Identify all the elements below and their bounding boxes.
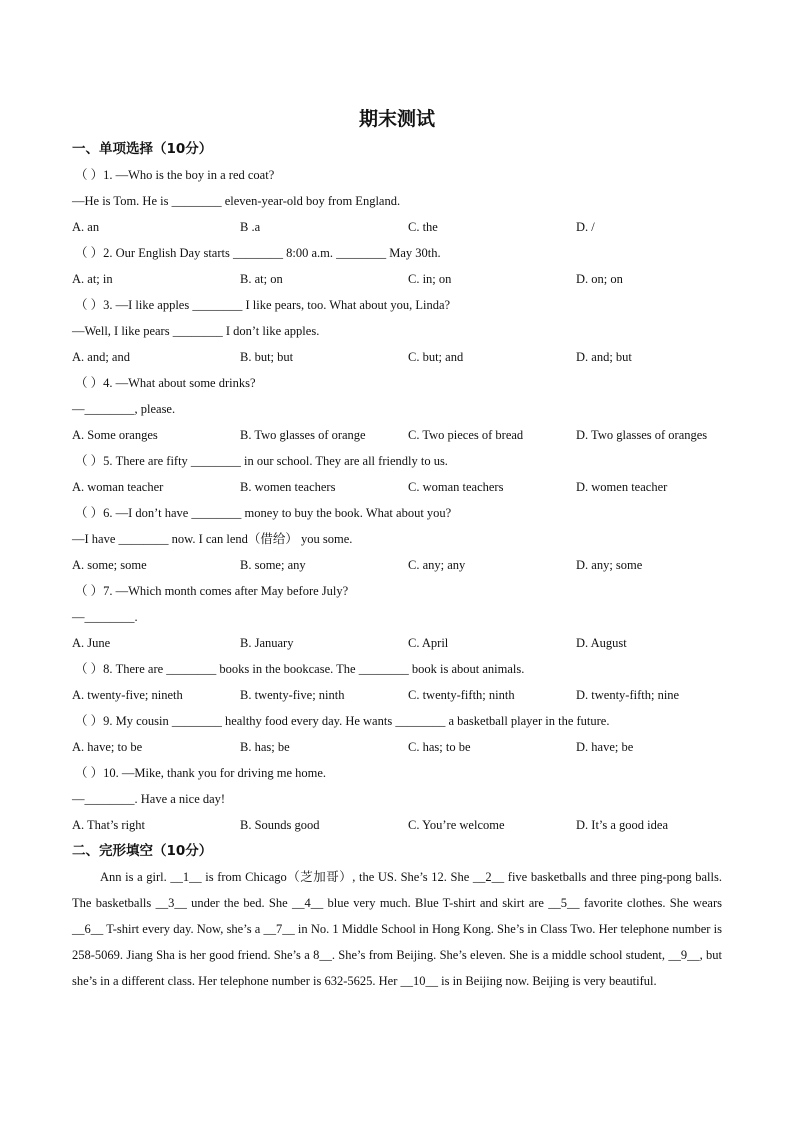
- question-continuation: —He is Tom. He is ________ eleven-year-old boy from England.: [72, 194, 401, 208]
- question-3: [72, 292, 722, 370]
- options-row: [72, 552, 722, 578]
- option-c: C. the: [408, 220, 438, 234]
- section-heading-cloze: 二、完形填空（10分）: [72, 843, 213, 859]
- option-c: C. has; to be: [408, 740, 471, 754]
- option-b: B. Sounds good: [240, 818, 320, 832]
- option-a: A. woman teacher: [72, 480, 164, 494]
- option-c: C. Two pieces of bread: [408, 428, 524, 442]
- option-a: A. at; in: [72, 272, 113, 286]
- option-b: B. at; on: [240, 272, 283, 286]
- option-b: B. has; be: [240, 740, 290, 754]
- option-a: A. twenty-five; nineth: [72, 688, 183, 702]
- option-d: D. /: [576, 220, 595, 234]
- option-c: C. any; any: [408, 558, 466, 572]
- question-stem: （ ）8. There are ________ books in the bookcase. The ________ book is about animals.: [75, 662, 525, 676]
- question-continuation: —Well, I like pears ________ I don’t like apples.: [72, 324, 320, 338]
- option-d: D. have; be: [576, 740, 634, 754]
- question-continuation: —________.: [72, 610, 138, 624]
- option-c: C. April: [408, 636, 449, 650]
- cloze-passage: Ann is a girl. __1__ is from Chicago（芝加哥）, the US. She’s 12. She __2__ five basketballs and three ping-pong balls. The basketballs __3__ under the bed. She __4__ blue very much. Blue T-shirt and skirt are __5__ favorite clothes. She wears __6__ T-shirt every day. Now, she’s a __7__ in No. 1 Middle School in Hong Kong. She’s in Class Two. Her telephone number is 258-5069. Jiang Sha is her good friend. She’s a 8__. She’s from Beijing. She’s eleven. She is a middle school student, __9__, but she’s in a different class. Her telephone number is 632-5625. Her __10__ is in Beijing now. Beijing is very beautiful.: [72, 870, 722, 988]
- question-9: [72, 708, 722, 760]
- options-row: [72, 344, 722, 370]
- question-7: [72, 578, 722, 656]
- option-d: D. August: [576, 636, 627, 650]
- option-d: D. Two glasses of oranges: [576, 428, 708, 442]
- option-b: B. twenty-five; ninth: [240, 688, 345, 702]
- option-d: D. on; on: [576, 272, 623, 286]
- option-b: B. women teachers: [240, 480, 336, 494]
- option-b: B .a: [240, 220, 261, 234]
- question-2: [72, 240, 722, 292]
- question-stem: （ ）7. —Which month comes after May before July?: [75, 584, 349, 598]
- option-b: B. Two glasses of orange: [240, 428, 366, 442]
- option-a: A. and; and: [72, 350, 130, 364]
- option-d: D. It’s a good idea: [576, 818, 668, 832]
- options-row: [72, 682, 722, 708]
- option-c: C. You’re welcome: [408, 818, 505, 832]
- options-row: [72, 474, 722, 500]
- option-b: B. January: [240, 636, 294, 650]
- question-stem: （ ）2. Our English Day starts ________ 8:00 a.m. ________ May 30th.: [75, 246, 441, 260]
- option-a: A. That’s right: [72, 818, 146, 832]
- option-a: A. have; to be: [72, 740, 143, 754]
- options-row: [72, 266, 722, 292]
- option-a: A. June: [72, 636, 111, 650]
- option-c: C. twenty-fifth; ninth: [408, 688, 515, 702]
- question-stem: （ ）1. —Who is the boy in a red coat?: [75, 168, 275, 182]
- question-8: [72, 656, 722, 708]
- question-5: [72, 448, 722, 500]
- question-stem: （ ）6. —I don’t have ________ money to buy the book. What about you?: [75, 506, 452, 520]
- option-d: D. twenty-fifth; nine: [576, 688, 680, 702]
- options-row: [72, 812, 722, 838]
- exam-page: [72, 104, 722, 994]
- question-continuation: —________, please.: [72, 402, 176, 416]
- options-row: [72, 630, 722, 656]
- option-a: A. some; some: [72, 558, 147, 572]
- options-row: [72, 422, 722, 448]
- option-d: D. and; but: [576, 350, 632, 364]
- question-stem: （ ）3. —I like apples ________ I like pears, too. What about you, Linda?: [75, 298, 451, 312]
- question-1: [72, 162, 722, 240]
- question-stem: （ ）4. —What about some drinks?: [75, 376, 256, 390]
- question-continuation: —I have ________ now. I can lend（借给） you some.: [72, 532, 353, 546]
- question-stem: （ ）10. —Mike, thank you for driving me home.: [75, 766, 327, 780]
- question-continuation: —________. Have a nice day!: [72, 792, 226, 806]
- question-stem: （ ）5. There are fifty ________ in our school. They are all friendly to us.: [75, 454, 448, 468]
- question-10: [72, 760, 722, 838]
- question-stem: （ ）9. My cousin ________ healthy food every day. He wants ________ a basketball player in the future.: [75, 714, 610, 728]
- option-a: A. an: [72, 220, 100, 234]
- option-c: C. woman teachers: [408, 480, 504, 494]
- options-row: [72, 734, 722, 760]
- option-b: B. some; any: [240, 558, 306, 572]
- section-heading-multiple-choice: 一、单项选择（10分）: [72, 141, 213, 157]
- option-b: B. but; but: [240, 350, 294, 364]
- question-6: [72, 500, 722, 578]
- option-a: A. Some oranges: [72, 428, 158, 442]
- option-c: C. but; and: [408, 350, 464, 364]
- question-4: [72, 370, 722, 448]
- page-title: 期末测试: [358, 108, 435, 130]
- options-row: [72, 214, 722, 240]
- option-d: D. any; some: [576, 558, 643, 572]
- option-d: D. women teacher: [576, 480, 668, 494]
- option-c: C. in; on: [408, 272, 452, 286]
